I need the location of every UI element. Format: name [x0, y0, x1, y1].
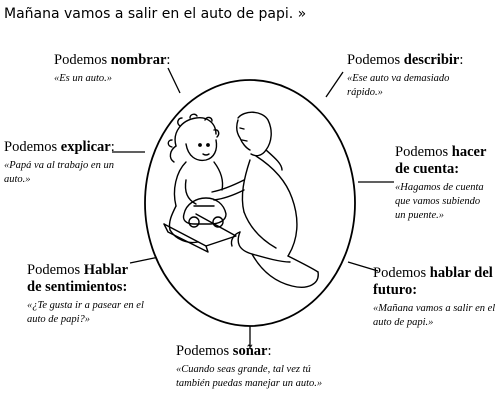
- label-sonar-quote: «Cuando seas grande, tal vez tú también puedas manejar un auto.»: [176, 364, 323, 389]
- label-hacer-cuenta-heading: Podemos hacer de cuenta:: [395, 144, 487, 177]
- label-futuro: [373, 265, 498, 330]
- label-nombrar: [54, 52, 199, 86]
- label-nombrar-heading: Podemos nombrar:: [54, 52, 171, 68]
- label-sonar: [176, 343, 326, 391]
- page-title: Mañana vamos a salir en el auto de papi. »: [4, 6, 307, 22]
- label-describir-heading: Podemos describir:: [347, 52, 464, 68]
- label-explicar-quote: «Papá va al trabajo en un auto.»: [4, 160, 114, 185]
- label-futuro-heading: Podemos hablar del futuro:: [373, 265, 493, 298]
- label-sentimientos-heading: Podemos Hablar de sentimientos:: [27, 262, 128, 295]
- label-explicar: [4, 139, 116, 187]
- label-sonar-heading: Podemos soñar:: [176, 343, 272, 359]
- label-hacer-cuenta: [395, 144, 493, 223]
- connector-describir: [326, 72, 343, 97]
- label-sentimientos: [27, 262, 145, 327]
- label-sentimientos-quote: «¿Te gusta ir a pasear en el auto de papi?»: [27, 300, 144, 325]
- label-explicar-heading: Podemos explicar:: [4, 139, 115, 155]
- label-futuro-quote: «Mañana vamos a salir en el auto de papi.»: [373, 303, 496, 328]
- label-describir: [347, 52, 487, 100]
- center-circle: [145, 80, 355, 326]
- label-hacer-cuenta-quote: «Hagamos de cuenta que vamos subiendo un puente.»: [395, 182, 484, 221]
- label-nombrar-quote: «Es un auto.»: [54, 73, 113, 84]
- label-describir-quote: «Ese auto va demasiado rápido.»: [347, 73, 450, 98]
